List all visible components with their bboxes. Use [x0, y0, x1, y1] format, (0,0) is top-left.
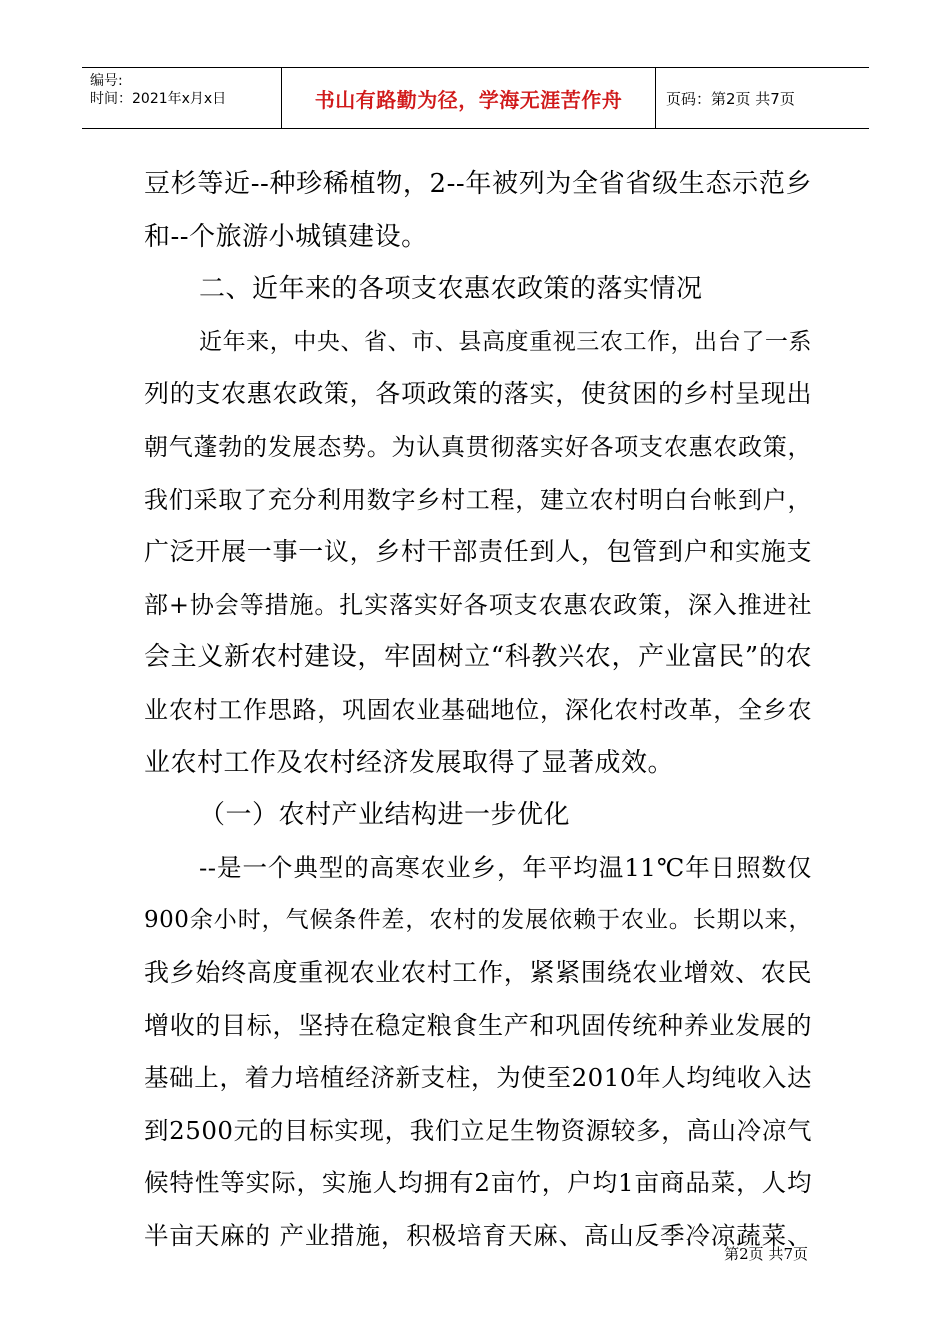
subsection-heading: （一）农村产业结构进一步优化: [199, 800, 571, 831]
section-heading: 二、近年来的各项支农惠农政策的落实情况: [199, 274, 703, 305]
body-line: 半亩天麻的 产业措施，积极培育天麻、高山反季冷凉蔬菜、: [144, 1220, 812, 1250]
body-line: 豆杉等近--种珍稀植物，2--年被列为全省省级生态示范乡: [144, 169, 812, 199]
body-line: 基础上，着力培植经济新支柱，为使至2010年人均纯收入达: [144, 1063, 812, 1093]
body-line: 我乡始终高度重视农业农村工作，紧紧围绕农业增效、农民: [144, 957, 812, 987]
body-line: 我们采取了充分利用数字乡村工程，建立农村明白台帐到户，: [144, 485, 812, 514]
header-page-number: 页码：第2页 共7页: [666, 89, 795, 108]
page-header: [82, 67, 869, 129]
header-meta: [82, 68, 282, 128]
body-line: 候特性等实际，实施人均拥有2亩竹，户均1亩商品菜，人均: [144, 1168, 812, 1198]
body-line: 增收的目标，坚持在稳定粮食生产和巩固传统种养业发展的: [144, 1010, 812, 1040]
body-line: 部+协会等措施。扎实落实好各项支农惠农政策，深入推进社: [144, 590, 812, 619]
body-line: 朝气蓬勃的发展态势。为认真贯彻落实好各项支农惠农政策，: [144, 432, 812, 461]
page-footer-number: 第2页 共7页: [724, 1245, 808, 1263]
document-body: [144, 158, 812, 1262]
body-line: 近年来，中央、省、市、县高度重视三农工作，出台了一系: [199, 328, 812, 355]
header-motto: 书山有路勤为径，学海无涯苦作舟: [282, 68, 656, 128]
document-number-label: 编号:: [90, 73, 123, 89]
body-line: 业农村工作及农村经济发展取得了显著成效。: [144, 747, 675, 778]
document-date: 时间：2021年x月x日: [90, 91, 227, 107]
body-line: 和--个旅游小城镇建设。: [144, 221, 428, 252]
body-line: 会主义新农村建设，牢固树立“科教兴农，产业富民”的农: [144, 642, 812, 673]
body-line: 列的支农惠农政策，各项政策的落实，使贫困的乡村呈现出: [144, 379, 812, 409]
body-line: 广泛开展一事一议，乡村干部责任到人，包管到户和实施支: [144, 537, 812, 567]
body-line: --是一个典型的高寒农业乡，年平均温11℃年日照数仅: [199, 852, 812, 882]
body-line: 到2500元的目标实现，我们立足生物资源较多，高山冷凉气: [144, 1115, 812, 1145]
body-line: 业农村工作思路，巩固农业基础地位，深化农村改革，全乡农: [144, 695, 812, 724]
body-line: 900余小时，气候条件差，农村的发展依赖于农业。长期以来，: [144, 907, 812, 934]
